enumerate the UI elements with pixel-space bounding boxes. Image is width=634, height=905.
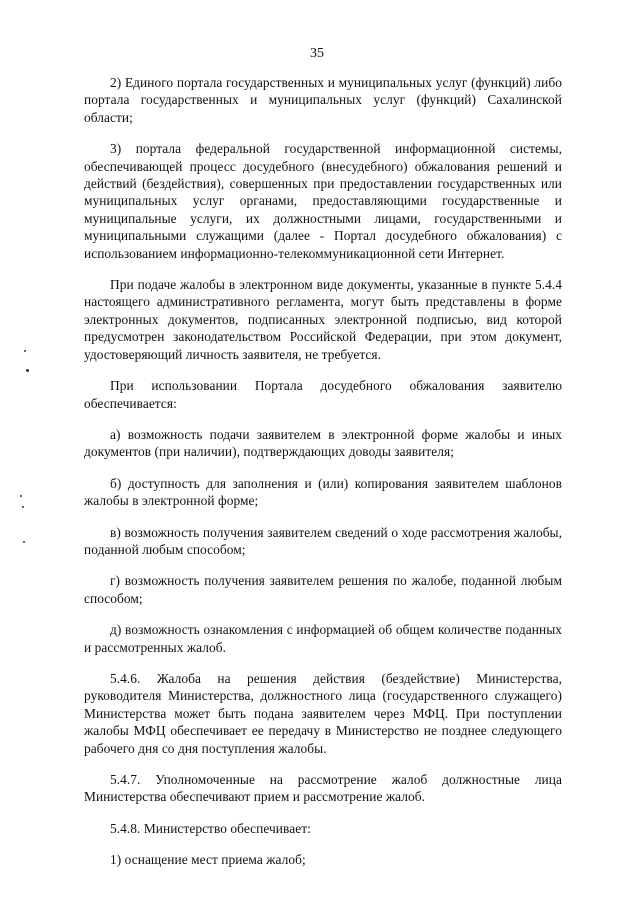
clause-5-4-8-item-1: 1) оснащение мест приема жалоб; — [110, 852, 306, 868]
list-item-b: б) доступность для заполнения и (или) копирования заявителем шаблонов жалобы в электронной форме; — [84, 475, 562, 509]
page-number: 35 — [310, 46, 324, 61]
scan-speck — [20, 495, 22, 497]
scan-speck — [24, 350, 26, 352]
paragraph-electronic-submission: При подаче жалобы в электронном виде документы, указанные в пункте 5.4.4 настоящего административного регламента, могут быть представлены в форме электронных документов, подписанных электронной подписью, вид которой предусмотрен законодательством Российской Федерации, при этом документ, удостоверяющий личность заявителя, не требуется. — [84, 277, 562, 362]
clause-5-4-8: 5.4.8. Министерство обеспечивает: — [110, 820, 311, 836]
paragraph-portal-usage: При использовании Портала досудебного обжалования заявителю обеспечивается: — [84, 378, 562, 411]
scan-speck — [26, 369, 29, 372]
paragraph-federal-portal: 3) портала федеральной государственной информационной системы, обеспечивающей процесс досудебного (внесудебного) обжалования решений и действий (бездействия), совершенных при предоставлении государственных или муниципальных услуг органами, предоставляющими государственные и муниципальные услуги, их должностными лицами, государственными и муниципальными служащими (далее - Портал досудебного обжалования) с использованием информационно-телекоммуникационной сети Интернет. — [84, 141, 562, 261]
scan-speck — [22, 506, 24, 508]
clause-5-4-6: 5.4.6. Жалоба на решения действия (бездействие) Министерства, руководителя Министерства, должностного лица (государственного служащего) Министерства может быть подана заявителем через МФЦ. При поступлении жалобы МФЦ обеспечивает ее передачу в Министерство не позднее следующего рабочего дня со дня поступления жалобы. — [84, 670, 562, 756]
paragraph-epgu: 2) Единого портала государственных и муниципальных услуг (функций) либо портала государственных и муниципальных услуг (функций) Сахалинской области; — [84, 75, 562, 125]
clause-5-4-7: 5.4.7. Уполномоченные на рассмотрение жалоб должностные лица Министерства обеспечивают прием и рассмотрение жалоб. — [84, 772, 562, 805]
list-item-g: г) возможность получения заявителем решения по жалобе, поданной любым способом; — [84, 573, 562, 606]
list-item-d: д) возможность ознакомления с информацией об общем количестве поданных и рассмотренных жалоб. — [84, 622, 562, 655]
list-item-a: а) возможность подачи заявителем в электронной форме жалобы и иных документов (при наличии), подтверждающих доводы заявителя; — [84, 426, 562, 460]
document-body — [84, 74, 562, 883]
list-item-v: в) возможность получения заявителем сведений о ходе рассмотрения жалобы, поданной любым способом; — [84, 524, 562, 557]
scan-speck — [23, 541, 25, 543]
